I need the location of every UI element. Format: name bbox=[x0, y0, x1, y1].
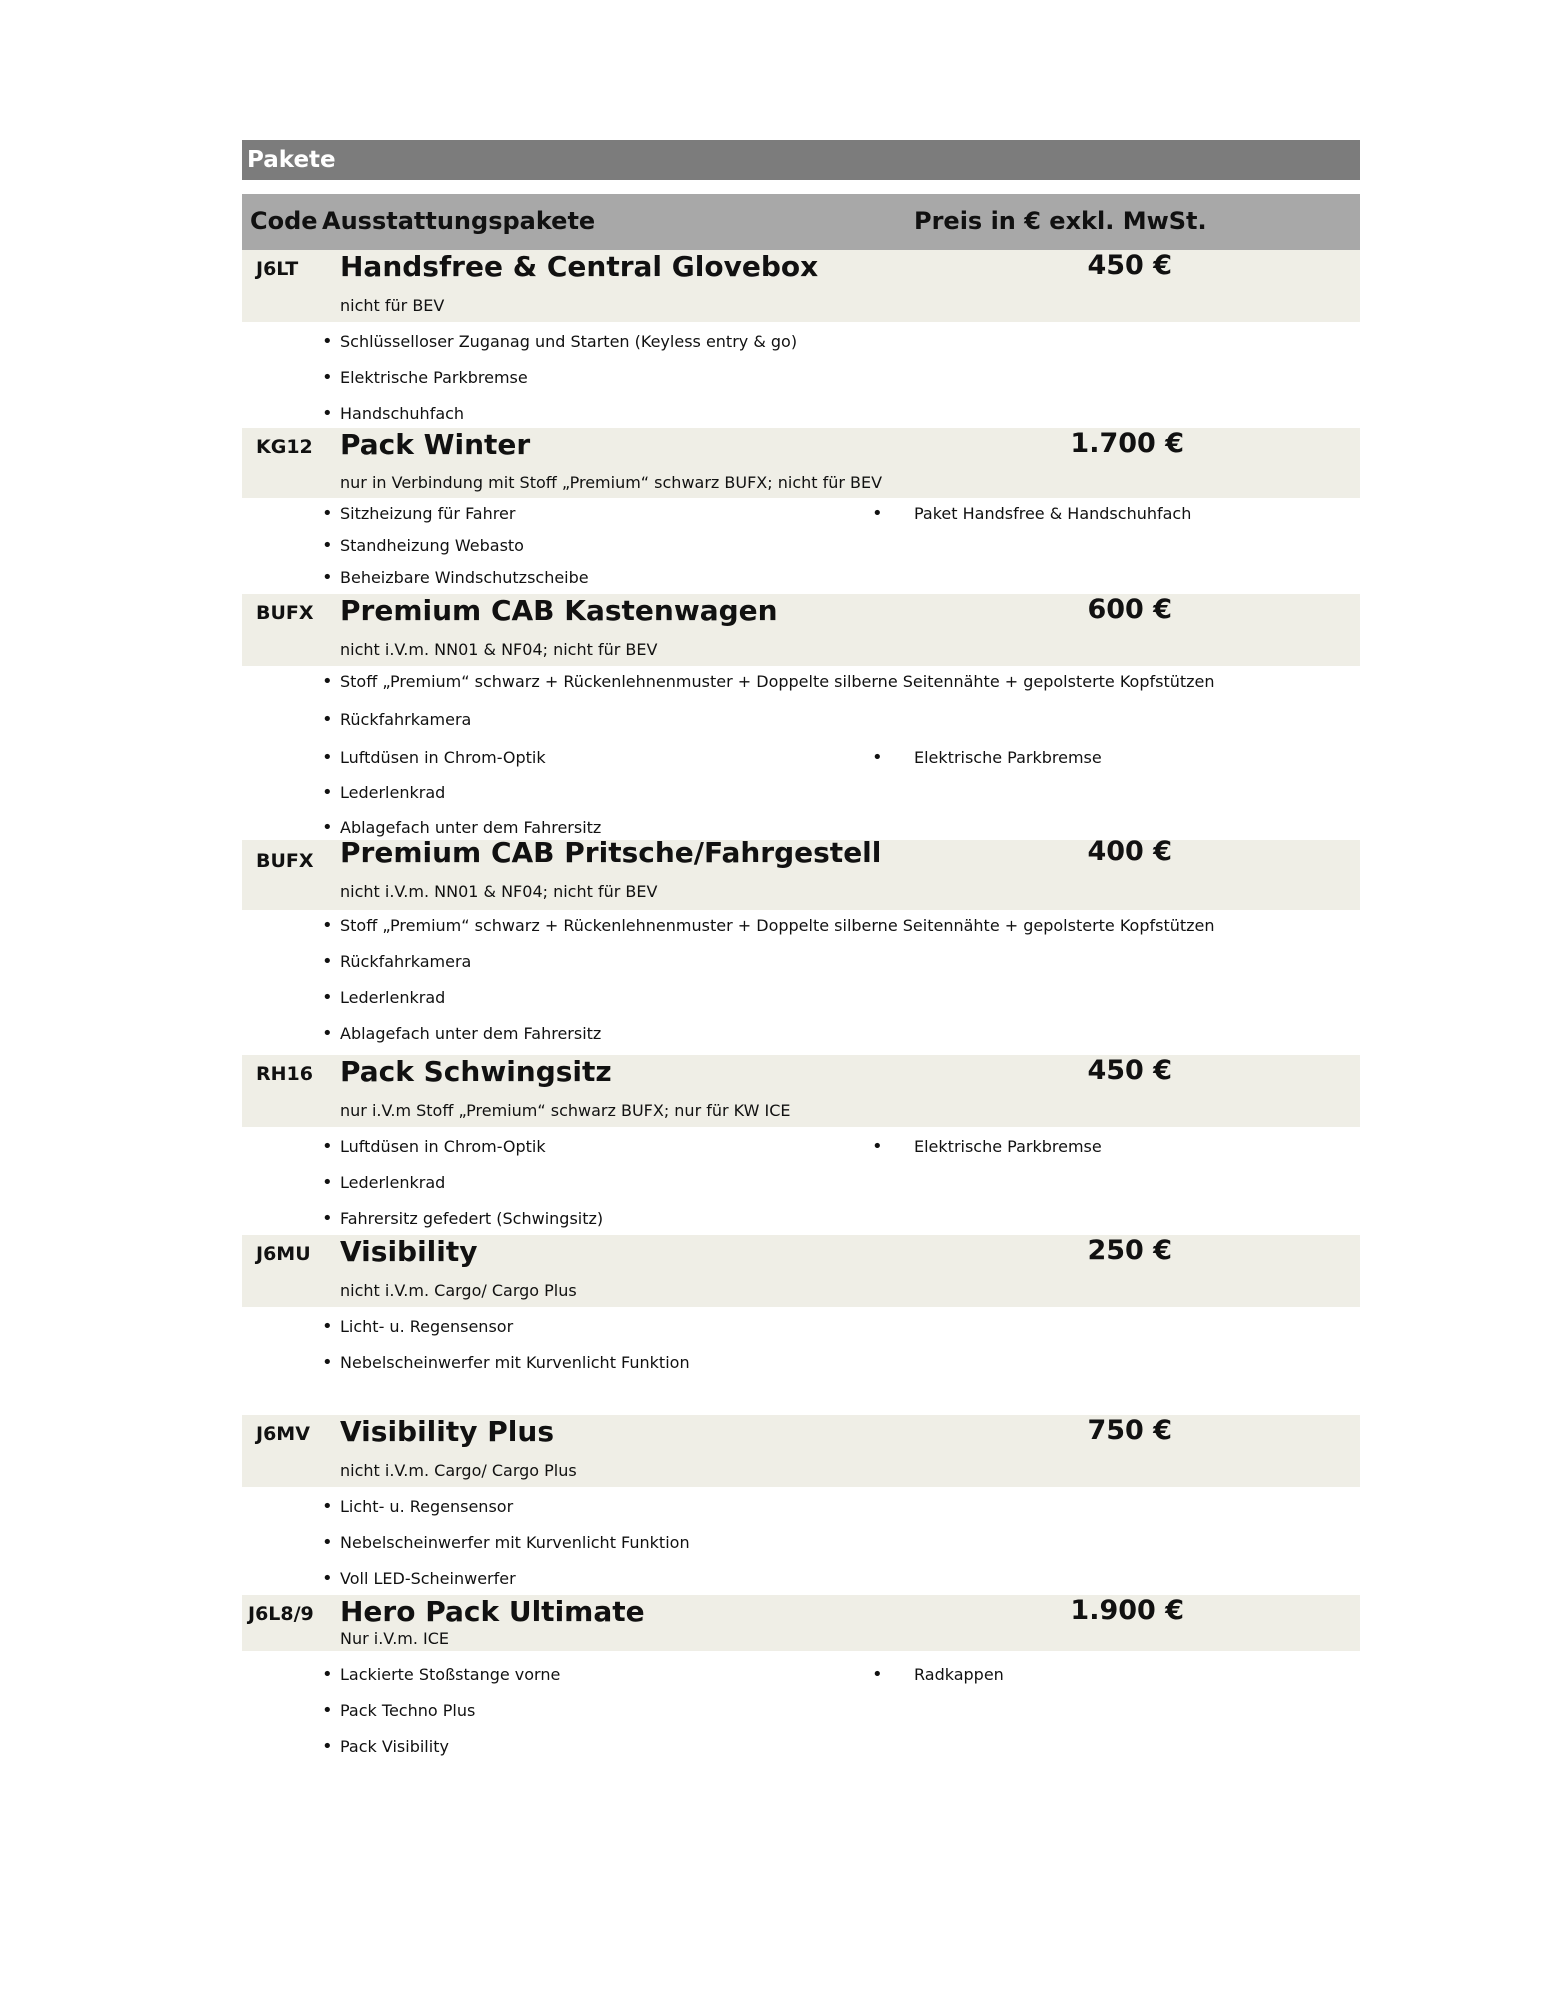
package-items bbox=[242, 910, 1360, 1055]
package-note: nicht für BEV bbox=[340, 296, 445, 315]
list-item: • Lederlenkrad bbox=[340, 1173, 445, 1192]
list-item: • Luftdüsen in Chrom-Optik bbox=[340, 748, 546, 767]
package-visibility-plus bbox=[242, 1415, 1360, 1595]
package-header bbox=[242, 428, 1360, 498]
package-code: RH16 bbox=[256, 1063, 313, 1085]
list-item: • Ablagefach unter dem Fahrersitz bbox=[340, 818, 601, 837]
list-item: • Radkappen bbox=[914, 1665, 1004, 1684]
package-title: Premium CAB Pritsche/Fahrgestell bbox=[340, 836, 882, 869]
package-price: 600 € bbox=[1087, 594, 1172, 625]
package-header bbox=[242, 836, 1360, 910]
package-code: J6MU bbox=[256, 1243, 311, 1265]
column-header-price: Preis in € exkl. MwSt. bbox=[914, 207, 1207, 235]
package-visibility bbox=[242, 1235, 1360, 1415]
list-item: • Lackierte Stoßstange vorne bbox=[340, 1665, 560, 1684]
package-price: 450 € bbox=[1087, 1055, 1172, 1086]
package-header bbox=[242, 1415, 1360, 1487]
package-price: 250 € bbox=[1087, 1235, 1172, 1266]
list-item: • Beheizbare Windschutzscheibe bbox=[340, 568, 589, 587]
package-title: Visibility Plus bbox=[340, 1415, 554, 1448]
column-header-code: Code bbox=[250, 207, 318, 235]
package-items bbox=[242, 322, 1360, 428]
package-price: 400 € bbox=[1087, 836, 1172, 867]
package-title: Hero Pack Ultimate bbox=[340, 1595, 645, 1628]
package-title: Pack Schwingsitz bbox=[340, 1055, 612, 1088]
list-item: • Licht- u. Regensensor bbox=[340, 1317, 513, 1336]
list-item: • Nebelscheinwerfer mit Kurvenlicht Funktion bbox=[340, 1353, 690, 1372]
package-title: Handsfree & Central Glovebox bbox=[340, 250, 819, 283]
package-items bbox=[242, 498, 1360, 594]
list-item: • Pack Visibility bbox=[340, 1737, 449, 1756]
price-sheet bbox=[242, 140, 1360, 1761]
column-header-name: Ausstattungspakete bbox=[322, 207, 596, 235]
list-item: • Sitzheizung für Fahrer bbox=[340, 504, 515, 523]
list-item: • Lederlenkrad bbox=[340, 783, 445, 802]
package-code: J6L8/9 bbox=[248, 1603, 314, 1625]
package-items bbox=[242, 1307, 1360, 1415]
package-code: J6LT bbox=[256, 258, 299, 280]
package-code: J6MV bbox=[256, 1423, 310, 1445]
list-item: • Luftdüsen in Chrom-Optik bbox=[340, 1137, 546, 1156]
package-code: BUFX bbox=[256, 850, 314, 872]
package-code: KG12 bbox=[256, 436, 313, 458]
package-note: nicht i.V.m. NN01 & NF04; nicht für BEV bbox=[340, 882, 658, 901]
list-item: • Elektrische Parkbremse bbox=[914, 748, 1102, 767]
list-item: • Lederlenkrad bbox=[340, 988, 445, 1007]
list-item: • Voll LED-Scheinwerfer bbox=[340, 1569, 516, 1588]
list-item: • Handschuhfach bbox=[340, 404, 464, 423]
package-handsfree bbox=[242, 250, 1360, 428]
package-header bbox=[242, 594, 1360, 666]
package-premium-cab-pritsche bbox=[242, 836, 1360, 1055]
package-price: 1.900 € bbox=[1070, 1595, 1184, 1626]
package-title: Premium CAB Kastenwagen bbox=[340, 594, 778, 627]
list-item: • Stoff „Premium“ schwarz + Rückenlehnenmuster + Doppelte silberne Seitennähte + gepolsterte Kopfstützen bbox=[340, 916, 1215, 935]
package-price: 1.700 € bbox=[1070, 428, 1184, 459]
package-note: nur in Verbindung mit Stoff „Premium“ schwarz BUFX; nicht für BEV bbox=[340, 473, 883, 492]
list-item: • Fahrersitz gefedert (Schwingsitz) bbox=[340, 1209, 603, 1228]
package-title: Visibility bbox=[340, 1235, 478, 1268]
package-items bbox=[242, 1127, 1360, 1235]
list-item: • Rückfahrkamera bbox=[340, 952, 471, 971]
list-item: • Nebelscheinwerfer mit Kurvenlicht Funktion bbox=[340, 1533, 690, 1552]
package-items bbox=[242, 666, 1360, 840]
list-item: • Ablagefach unter dem Fahrersitz bbox=[340, 1024, 601, 1043]
package-schwingsitz bbox=[242, 1055, 1360, 1235]
package-title: Pack Winter bbox=[340, 428, 531, 461]
package-premium-cab-kastenwagen bbox=[242, 594, 1360, 840]
package-note: nicht i.V.m. NN01 & NF04; nicht für BEV bbox=[340, 640, 658, 659]
list-item: • Paket Handsfree & Handschuhfach bbox=[914, 504, 1191, 523]
package-note: Nur i.V.m. ICE bbox=[340, 1629, 450, 1648]
package-header bbox=[242, 1235, 1360, 1307]
package-hero-pack-ultimate bbox=[242, 1595, 1360, 1761]
package-header bbox=[242, 1595, 1360, 1651]
package-header bbox=[242, 1055, 1360, 1127]
package-note: nicht i.V.m. Cargo/ Cargo Plus bbox=[340, 1461, 577, 1480]
list-item: • Pack Techno Plus bbox=[340, 1701, 475, 1720]
list-item: • Schlüsselloser Zuganag und Starten (Keyless entry & go) bbox=[340, 332, 797, 351]
list-item: • Licht- u. Regensensor bbox=[340, 1497, 513, 1516]
package-note: nicht i.V.m. Cargo/ Cargo Plus bbox=[340, 1281, 577, 1300]
package-price: 450 € bbox=[1087, 250, 1172, 281]
package-note: nur i.V.m Stoff „Premium“ schwarz BUFX; nur für KW ICE bbox=[340, 1101, 791, 1120]
list-item: • Elektrische Parkbremse bbox=[340, 368, 528, 387]
package-items bbox=[242, 1487, 1360, 1595]
column-header-row bbox=[242, 194, 1360, 250]
section-title: Pakete bbox=[242, 140, 1360, 180]
package-price: 750 € bbox=[1087, 1415, 1172, 1446]
package-winter bbox=[242, 428, 1360, 594]
list-item: • Rückfahrkamera bbox=[340, 710, 471, 729]
package-items bbox=[242, 1651, 1360, 1761]
package-code: BUFX bbox=[256, 602, 314, 624]
list-item: • Stoff „Premium“ schwarz + Rückenlehnenmuster + Doppelte silberne Seitennähte + gepolsterte Kopfstützen bbox=[340, 672, 1215, 691]
list-item: • Elektrische Parkbremse bbox=[914, 1137, 1102, 1156]
package-header bbox=[242, 250, 1360, 322]
list-item: • Standheizung Webasto bbox=[340, 536, 524, 555]
